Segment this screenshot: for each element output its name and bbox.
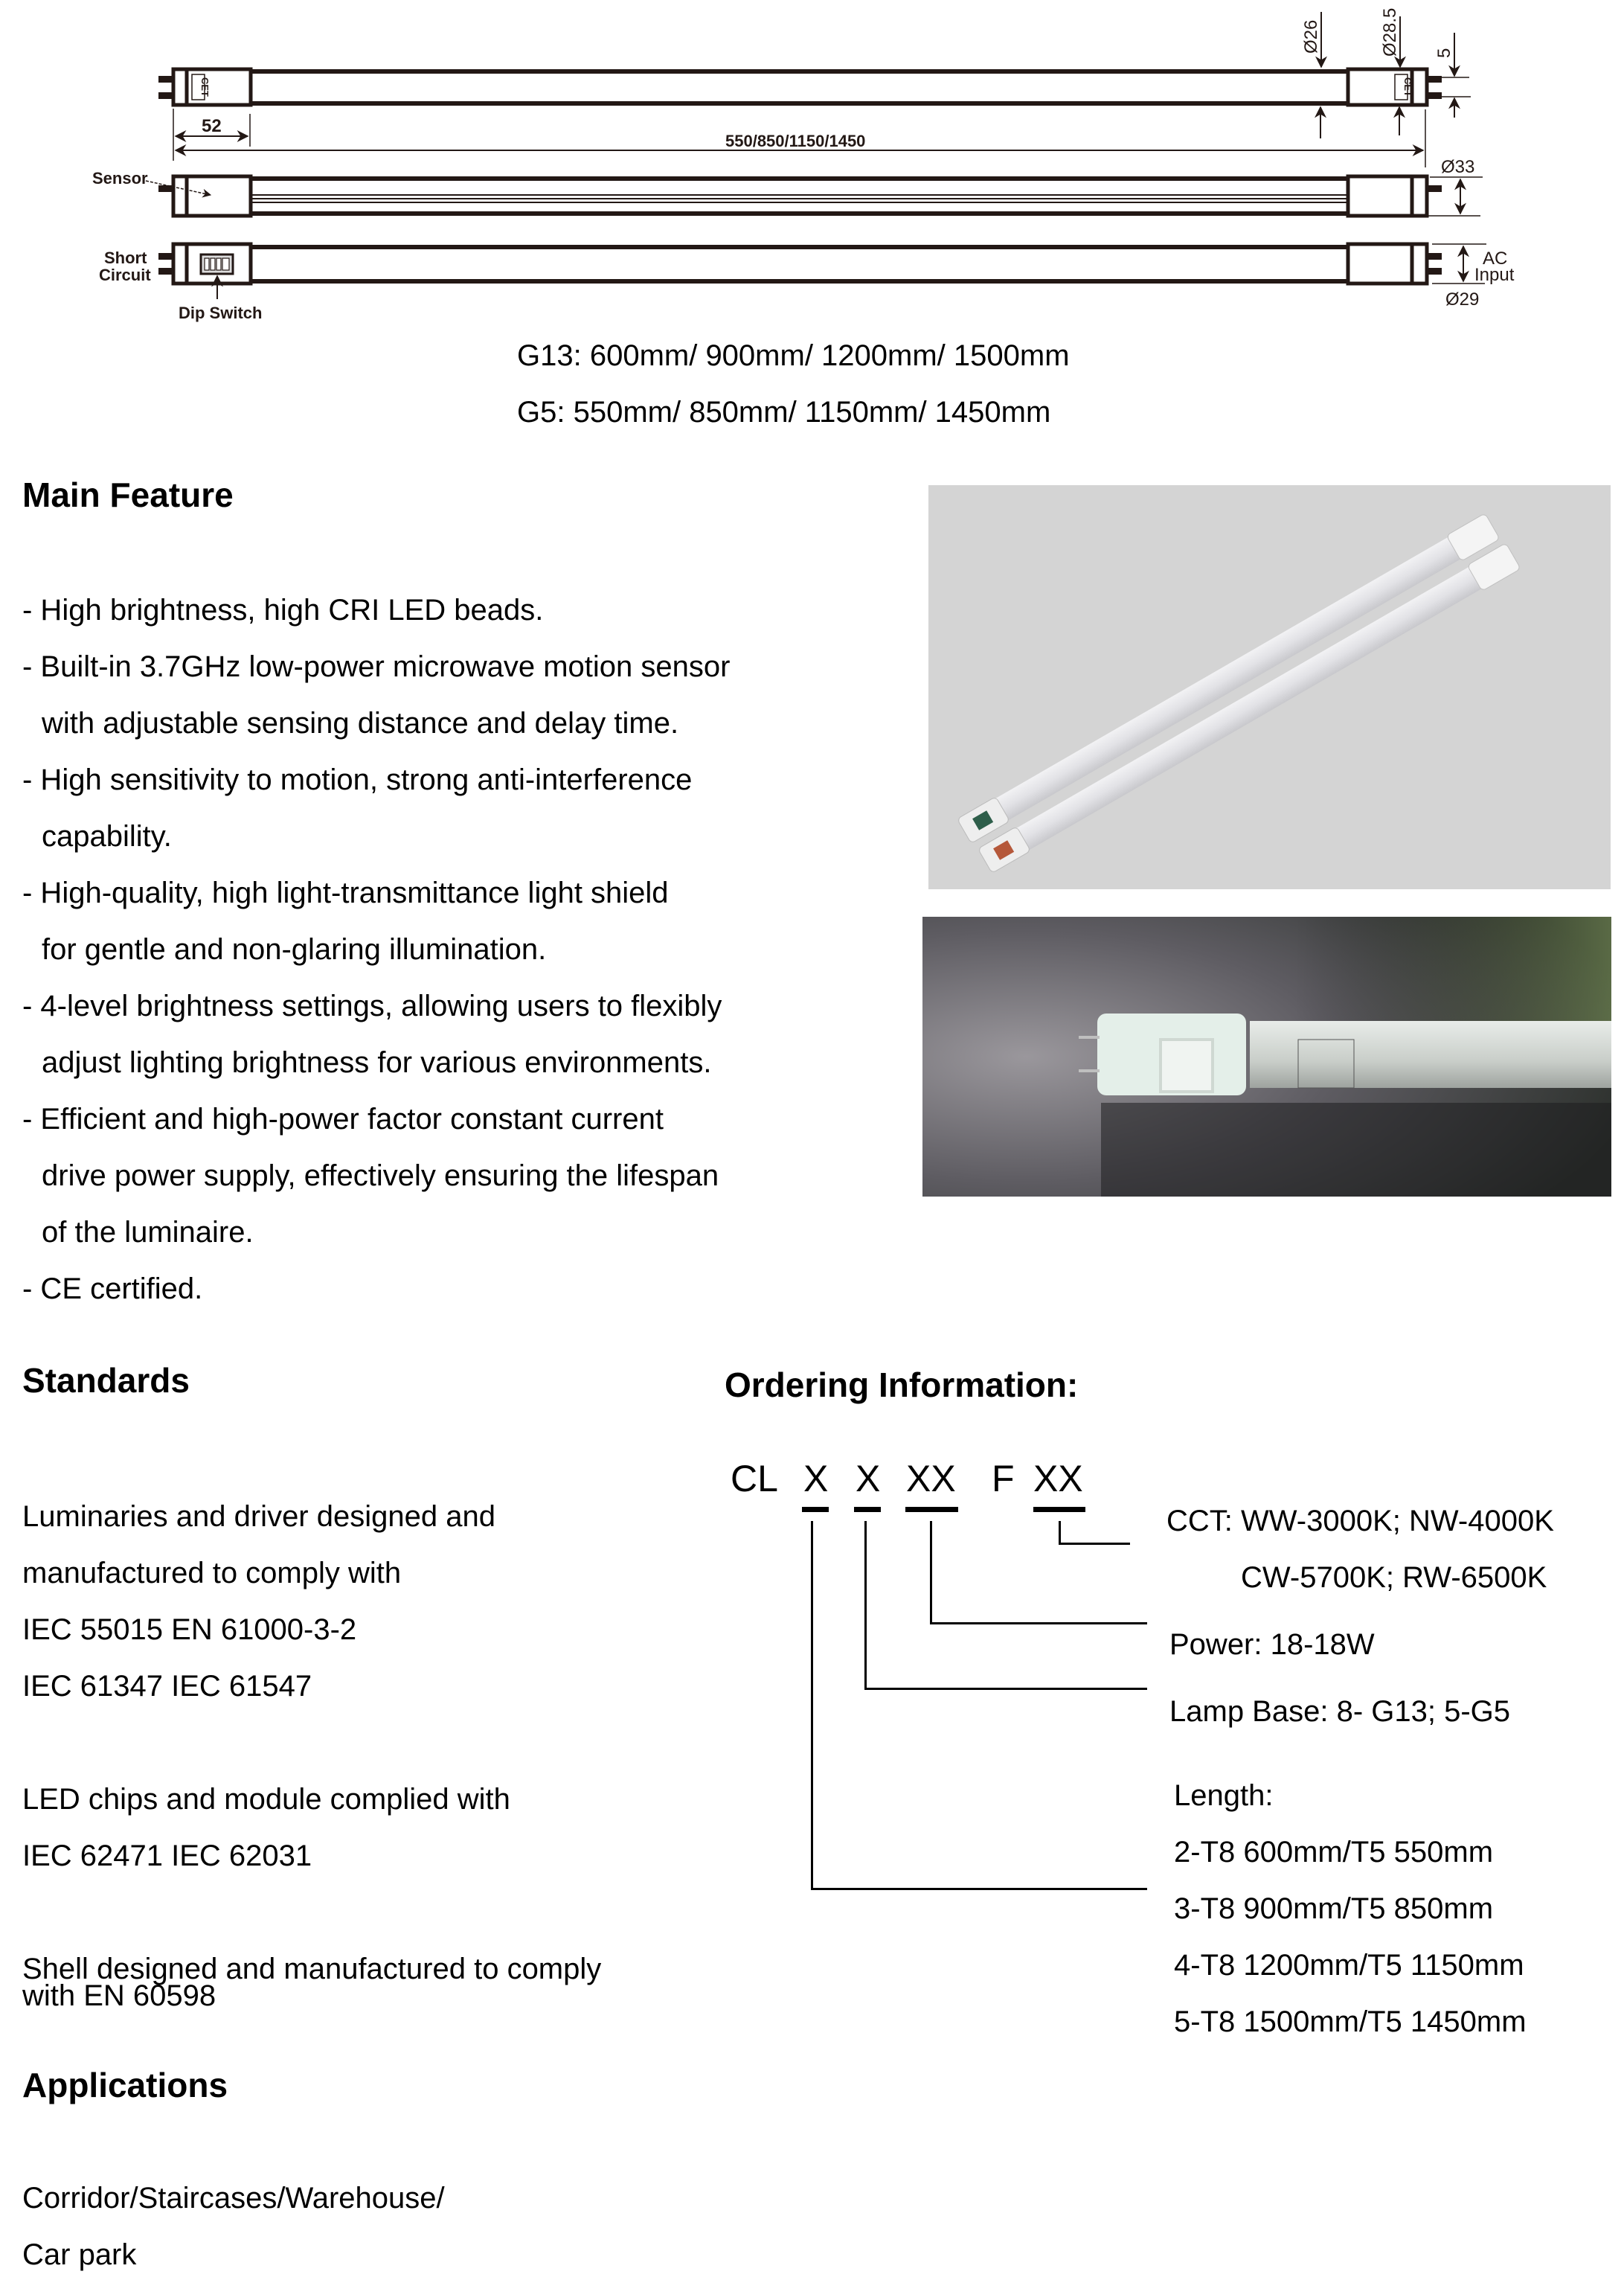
power-leader-horizontal — [930, 1622, 1147, 1624]
circuit-label: Circuit — [99, 266, 151, 284]
cet-text-right: CET — [1402, 77, 1413, 97]
standards-line: IEC 61347 IEC 61547 — [22, 1670, 312, 1703]
standards-spacer — [22, 1884, 601, 1941]
total-length-label: 550/850/1150/1450 — [725, 132, 866, 150]
applications-title: Applications — [22, 2066, 228, 2104]
input-label: Input — [1474, 265, 1515, 285]
tube-g13-drawing — [158, 69, 1442, 105]
product-photo-tubes — [928, 485, 1611, 889]
input-diameter-label: Ø29 — [1445, 289, 1480, 310]
left-pin-bottom — [158, 92, 173, 99]
code-underline-power — [905, 1507, 958, 1512]
length-option: 5-T8 1500mm/T5 1450mm — [1174, 2005, 1527, 2038]
length-leader-vertical — [811, 1521, 813, 1890]
standards-line: manufactured to comply with — [22, 1557, 402, 1589]
pin-spacing-label: 5 — [1434, 48, 1454, 58]
cct-options-line-1: CCT: WW-3000K; NW-4000K — [1166, 1505, 1554, 1537]
left-pin-top — [158, 76, 173, 83]
cct-leader-horizontal — [1059, 1543, 1130, 1545]
code-power: XX — [906, 1458, 956, 1499]
standards-line: LED chips and module complied with — [22, 1783, 510, 1816]
tube-dip-switch-drawing — [158, 244, 1442, 299]
feature-line: - 4-level brightness settings, allowing users to flexibly — [22, 990, 722, 1022]
standards-line: IEC 62471 IEC 62031 — [22, 1839, 312, 1872]
feature-line: capability. — [42, 820, 172, 853]
feature-line: for gentle and non-glaring illumination. — [42, 933, 547, 966]
lamp-base-option: Lamp Base: 8- G13; 5-G5 — [1169, 1695, 1511, 1728]
standards-list — [22, 1488, 601, 1997]
code-prefix: CL — [731, 1458, 778, 1499]
power-option: Power: 18-18W — [1169, 1628, 1375, 1661]
code-lamp-base: X — [856, 1458, 881, 1499]
feature-list — [22, 582, 730, 1317]
dip-switch-label: Dip Switch — [179, 304, 263, 322]
cct-options-line-2: CW-5700K; RW-6500K — [1241, 1561, 1547, 1594]
g13-lengths: G13: 600mm/ 900mm/ 1200mm/ 1500mm — [517, 339, 1070, 372]
feature-line: - High brightness, high CRI LED beads. — [22, 594, 544, 627]
length-option: 3-T8 900mm/T5 850mm — [1174, 1892, 1494, 1925]
standards-title: Standards — [22, 1361, 190, 1400]
applications-line-2: Car park — [22, 2238, 137, 2271]
ordering-title: Ordering Information: — [725, 1365, 1079, 1404]
feature-line: - High sensitivity to motion, strong anti-interference — [22, 763, 693, 796]
feature-line: drive power supply, effectively ensuring the lifespan — [42, 1159, 719, 1192]
feature-line: - Efficient and high-power factor constant current — [22, 1103, 664, 1136]
feature-line: adjust lighting brightness for various environments. — [42, 1046, 712, 1079]
dip-switch-icon — [201, 254, 233, 274]
feature-line: with adjustable sensing distance and delay time. — [42, 707, 679, 740]
tube-sensor-drawing — [146, 176, 1442, 216]
cct-leader-vertical — [1059, 1521, 1061, 1545]
g5-lengths: G5: 550mm/ 850mm/ 1150mm/ 1450mm — [517, 396, 1051, 429]
standards-line: Luminaries and driver designed and — [22, 1500, 495, 1533]
code-underline-cct — [1033, 1507, 1085, 1512]
right-pin-top — [1427, 76, 1442, 83]
length-options-list — [1174, 1824, 1527, 2050]
right-end-cap — [1348, 69, 1427, 105]
short-label: Short — [104, 249, 147, 267]
tube-dimension-drawing — [0, 0, 1624, 327]
feature-line: - Built-in 3.7GHz low-power microwave motion sensor — [22, 650, 731, 683]
sensor-diameter-label: Ø33 — [1441, 157, 1475, 177]
code-underline-lamp-base — [854, 1507, 881, 1512]
applications-line-1: Corridor/Staircases/Warehouse/ — [22, 2182, 445, 2215]
feature-line: of the luminaire. — [42, 1216, 254, 1249]
sensor-label: Sensor — [92, 169, 148, 188]
length-option: 2-T8 600mm/T5 550mm — [1174, 1836, 1494, 1869]
lamp-base-leader-vertical — [864, 1521, 867, 1690]
power-leader-vertical — [930, 1521, 932, 1624]
length-title: Length: — [1174, 1779, 1274, 1812]
cap-length-label: 52 — [202, 116, 222, 136]
code-underline-length — [802, 1507, 829, 1512]
code-length: X — [803, 1458, 829, 1499]
right-pin-bottom — [1427, 92, 1442, 99]
product-photo-closeup — [922, 917, 1611, 1197]
code-cct: XX — [1033, 1458, 1083, 1499]
ac-label: AC — [1483, 249, 1508, 269]
cet-text-left: CET — [199, 77, 211, 97]
standards-line: IEC 55015 EN 61000-3-2 — [22, 1613, 357, 1646]
standards-clipped-line: with EN 60598 — [22, 1979, 216, 2012]
lamp-base-leader-horizontal — [864, 1688, 1147, 1690]
length-option: 4-T8 1200mm/T5 1150mm — [1174, 1949, 1524, 1982]
standards-line: Shell designed and manufactured to comply — [22, 1953, 602, 1985]
tube-diameter-label: Ø26 — [1301, 19, 1321, 54]
cap-diameter-label: Ø28.5 — [1380, 7, 1400, 57]
code-f: F — [992, 1458, 1015, 1499]
length-leader-horizontal — [811, 1888, 1147, 1890]
main-feature-title: Main Feature — [22, 476, 234, 514]
feature-line: - CE certified. — [22, 1272, 203, 1305]
standards-spacer — [22, 1714, 601, 1771]
feature-line: - High-quality, high light-transmittance light shield — [22, 877, 669, 909]
